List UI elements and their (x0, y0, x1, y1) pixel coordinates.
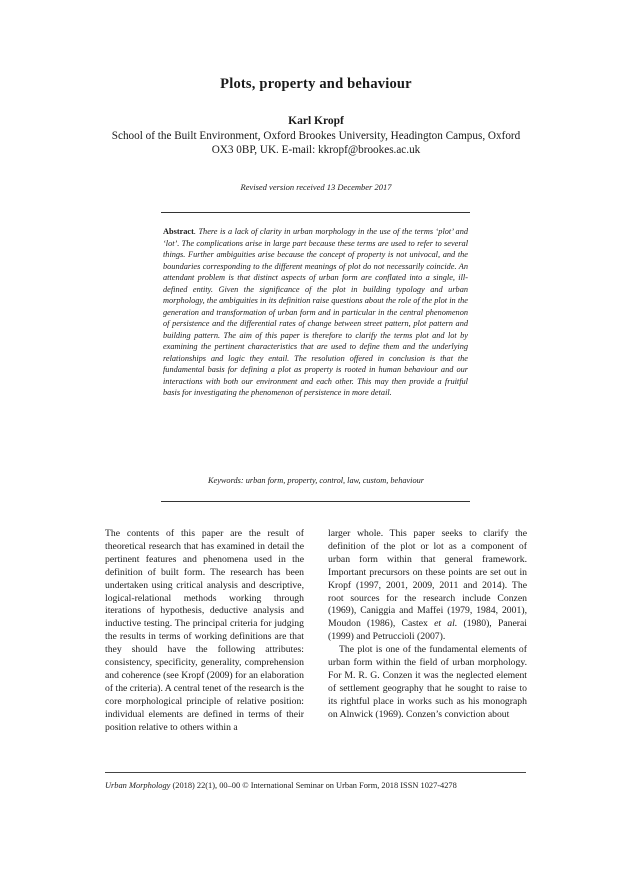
paper-title: Plots, property and behaviour (220, 76, 412, 92)
abstract-label: Abstract (163, 227, 194, 236)
abstract-bottom-rule (161, 501, 470, 502)
abstract-top-rule (161, 212, 470, 213)
body-column-left (105, 528, 304, 735)
footer-rule (105, 772, 526, 773)
body-paragraph: The contents of this paper are the result of theoretical research that has examined in detail the pertinent features and phenomena used in the definition of built form. The research has been undertaken using critical analysis and descriptive, logical-relational methods working through iterations of hypothesis, deductive analysis and inductive testing. The principal criteria for judging the results in terms of working definitions are that they should have the following attributes: consistency, specificity, generality, comprehension and coherence (see Kropf (2009) for an elaboration of the criteria). A central tenet of the research is the core morphological principle of relative position: individual elements are defined in terms of their position relative to others within a (105, 528, 304, 733)
journal-name: Urban Morphology (105, 781, 171, 790)
body-paragraph: The plot is one of the fundamental elements of urban form within the field of urban morphology. For M. R. G. Conzen it was the neglected element of settlement geography that he sought to raise to its rightful place in works such as his monograph on Alnwick (1969). Conzen’s conviction about (328, 644, 527, 720)
body-text: larger whole. This paper seeks to clarify the definition of the plot or lot as a component of urban form within that general framework. Important precursors on these points are set out in Kropf (1997, 2001, 2009, 2011 and 2014). The root sources for the research include Conzen (1969), Caniggia and Maffei (1979, 1984, 2001), Moudon (1986), Castex (328, 528, 527, 630)
author-name: Karl Kropf (288, 115, 344, 127)
footer-citation: (2018) 22(1), 00–00 © International Seminar on Urban Form, 2018 ISSN 1027-4278 (170, 781, 457, 790)
abstract-text: . There is a lack of clarity in urban morphology in the use of the terms ‘plot’ and ‘lot’. The complications arise in large part because these terms are used to refer to several things. Further ambiguities arise because the concept of property is not univocal, and the boundaries corresponding to the different meanings of plot do not necessarily coincide. An attendant problem is that distinct aspects of urban form are conflated into a single, ill-defined entity. Given the significance of the plot in building typology and urban morphology, the ambiguities in its definition raise questions about the role of the plot in the generation and transformation of urban form and in particular in the central phenomenon of persistence and the differential rates of change between street pattern, plot pattern and building pattern. The aim of this paper is therefore to clarify the terms plot and lot by examining the pertinent characteristics that are used to define them and the underlying relationships and logic they entail. The resolution offered in conclusion is that the fundamental basis for defining a plot as property is rooted in human behaviour and our interactions with both our environment and each other. This may then provide a fruitful basis for investigating the phenomenon of persistence in more detail. (163, 227, 468, 397)
abstract (163, 226, 468, 399)
revised-date: Revised version received 13 December 2017 (240, 182, 392, 192)
keywords: Keywords: urban form, property, control, law, custom, behaviour (207, 476, 424, 485)
body-paragraph (328, 528, 527, 644)
body-text: (1980), Panerai (1999) and Petruccioli (2007). (328, 618, 527, 643)
body-column-right (328, 528, 527, 722)
body-text-italic: et al. (434, 618, 458, 630)
author-affiliation: School of the Built Environment, Oxford Brookes University, Headington Campus, Oxford OX3 0BP, UK. E-mail: kkropf@brookes.ac.uk (111, 130, 521, 156)
footer (105, 781, 526, 790)
